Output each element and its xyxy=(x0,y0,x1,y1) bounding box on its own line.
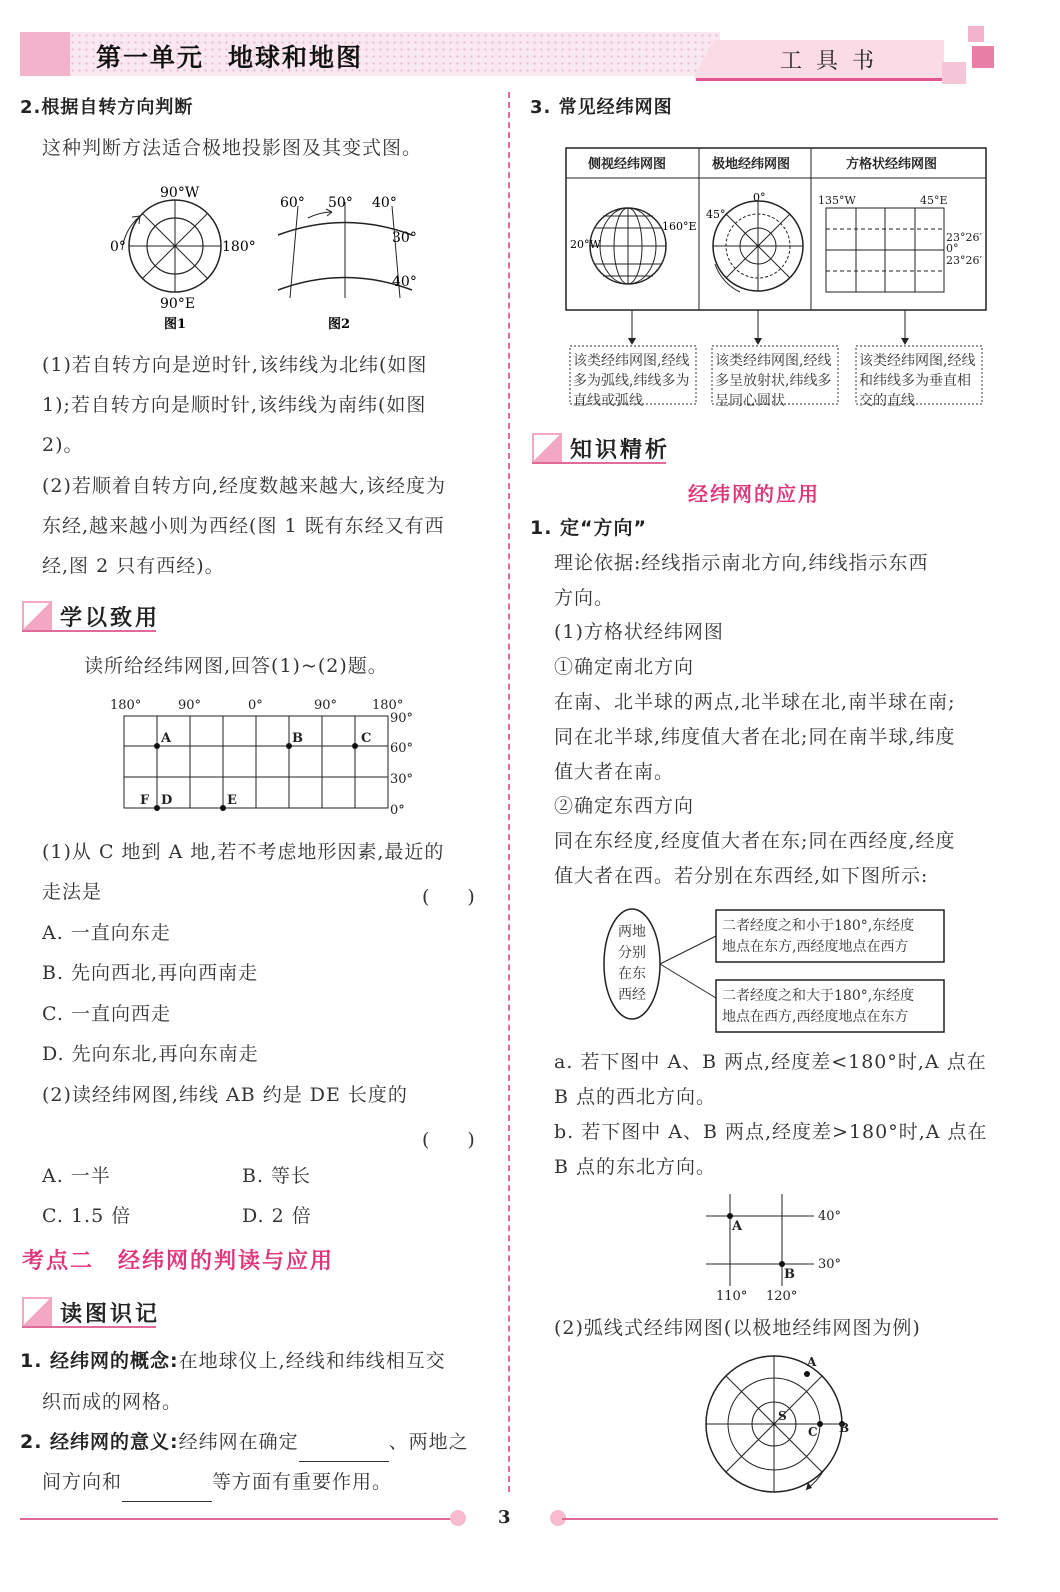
svg-text:图1: 图1 xyxy=(164,317,187,332)
paragraph: B 点的西北方向。 xyxy=(554,1086,717,1108)
svg-text:S: S xyxy=(778,1409,787,1423)
svg-text:23°26′: 23°26′ xyxy=(946,254,982,267)
section-tag-xue: 学以致用 xyxy=(22,598,160,634)
question-1: (1)从 C 地到 A 地,若不考虑地形因素,最近的 xyxy=(42,841,445,863)
svg-text:极地经纬网图: 极地经纬网图 xyxy=(712,157,791,172)
option[interactable]: B. 先向西北,再向西南走 xyxy=(42,962,259,984)
book-label: 工具书 xyxy=(780,49,889,74)
option[interactable]: D. 2 倍 xyxy=(242,1205,312,1227)
svg-text:50°: 50° xyxy=(328,195,353,211)
unit-title: 第一单元 地球和地图 xyxy=(96,43,364,72)
rule-box-2: 二者经度之和大于180°,东经度 地点在西方,西经度地点在东方 xyxy=(722,988,915,1025)
paragraph: 这种判断方法适合极地投影图及其变式图。 xyxy=(42,137,423,159)
decor-square xyxy=(942,62,966,84)
ab-grid-figure xyxy=(700,1190,860,1304)
section-heading: 3. 常见经纬网图 xyxy=(530,97,673,118)
oval-label: 两地 分别 在东 西经 xyxy=(618,924,646,1003)
svg-text:F: F xyxy=(140,793,150,808)
svg-text:B: B xyxy=(292,731,303,746)
paragraph: b. 若下图中 A、B 两点,经度差>180°时,A 点在 xyxy=(554,1121,988,1143)
svg-text:90°W: 90°W xyxy=(160,185,200,201)
section-tag-icon xyxy=(532,433,562,463)
paragraph: (1)方格状经纬网图 xyxy=(554,621,724,643)
section-tag-line xyxy=(22,630,156,632)
svg-text:120°: 120° xyxy=(766,1289,798,1304)
answer-blank[interactable]: ( ) xyxy=(422,886,475,908)
svg-text:E: E xyxy=(227,793,237,808)
decor-square xyxy=(968,26,984,42)
svg-text:B: B xyxy=(784,1267,795,1282)
paragraph: (2)弧线式经纬网图(以极地经纬网图为例) xyxy=(554,1317,921,1339)
svg-text:A: A xyxy=(807,1355,817,1369)
latlon-grid-figure xyxy=(106,690,426,820)
footer-line xyxy=(562,1518,998,1520)
paragraph: 经,图 2 只有西经)。 xyxy=(42,555,225,577)
svg-text:B: B xyxy=(839,1421,850,1435)
svg-text:110°: 110° xyxy=(716,1289,748,1304)
svg-text:90°: 90° xyxy=(314,698,338,713)
note-box: 该类经纬网图,经线多呈放射状,纬线多呈同心圆状 xyxy=(715,353,832,409)
svg-text:40°: 40° xyxy=(372,195,397,211)
concept-1: 1. 经纬网的概念:在地球仪上,经线和纬线相互交 xyxy=(20,1350,446,1372)
svg-text:40°: 40° xyxy=(392,274,417,290)
paragraph: 同在东经度,经度值大者在东;同在西经度,经度 xyxy=(554,830,956,852)
header-accent-block xyxy=(20,32,70,76)
answer-blank[interactable]: ( ) xyxy=(422,1129,475,1151)
option[interactable]: D. 先向东北,再向东南走 xyxy=(42,1043,259,1065)
section-tag-line xyxy=(532,462,666,464)
question-2: (2)读经纬网图,纬线 AB 约是 DE 长度的 xyxy=(42,1084,408,1106)
paragraph: 值大者在南。 xyxy=(554,761,675,783)
svg-text:0°: 0° xyxy=(110,239,126,255)
concept-1-cont: 织而成的网格。 xyxy=(42,1391,183,1413)
svg-text:135°W: 135°W xyxy=(818,194,856,207)
svg-text:0°: 0° xyxy=(753,191,766,204)
option[interactable]: A. 一半 xyxy=(42,1165,111,1187)
header-underline xyxy=(696,78,944,81)
paragraph: a. 若下图中 A、B 两点,经度差<180°时,A 点在 xyxy=(554,1051,987,1073)
paragraph: 方向。 xyxy=(554,587,615,609)
svg-text:0°: 0° xyxy=(946,242,959,255)
paragraph: ②确定东西方向 xyxy=(554,795,695,817)
svg-text:45°E: 45°E xyxy=(920,194,948,207)
svg-text:45°: 45° xyxy=(706,208,726,221)
svg-text:23°26′: 23°26′ xyxy=(946,231,982,244)
paragraph: (2)若顺着自转方向,经度数越来越大,该经度为 xyxy=(42,475,446,497)
option[interactable]: A. 一直向东走 xyxy=(42,922,171,944)
paragraph: ①确定南北方向 xyxy=(554,656,695,678)
section-tag-line xyxy=(22,1326,156,1328)
svg-text:60°: 60° xyxy=(390,741,414,756)
paragraph: 1);若自转方向是顺时针,该纬线为南纬(如图 xyxy=(42,394,427,416)
question-intro: 读所给经纬网图,回答(1)~(2)题。 xyxy=(84,655,388,677)
svg-text:A: A xyxy=(161,731,172,746)
svg-text:A: A xyxy=(732,1219,743,1234)
footer-dot xyxy=(450,1510,466,1526)
column-divider xyxy=(508,92,510,1492)
note-box: 该类经纬网图,经线多为弧线,纬线多为直线或弧线 xyxy=(573,353,690,409)
svg-text:方格状经纬网图: 方格状经纬网图 xyxy=(846,157,938,172)
option[interactable]: B. 等长 xyxy=(242,1165,312,1187)
concept-2: 2. 经纬网的意义:经纬网在确定 、两地之 xyxy=(20,1422,469,1462)
svg-text:90°: 90° xyxy=(390,711,414,726)
svg-text:0°: 0° xyxy=(390,803,405,818)
svg-text:图2: 图2 xyxy=(328,317,351,332)
svg-text:C: C xyxy=(361,731,372,746)
svg-text:C: C xyxy=(808,1425,818,1439)
option[interactable]: C. 1.5 倍 xyxy=(42,1205,132,1227)
paragraph: B 点的东北方向。 xyxy=(554,1156,717,1178)
fig2-arcs xyxy=(278,195,417,332)
note-box: 该类经纬网图,经线和纬线多为垂直相交的直线 xyxy=(859,353,976,409)
point-heading: 1. 定“方向” xyxy=(530,517,648,539)
svg-text:90°E: 90°E xyxy=(160,296,196,312)
page-number: 3 xyxy=(498,1507,511,1528)
section-tag-zhi: 知识精析 xyxy=(532,430,670,466)
svg-text:90°: 90° xyxy=(178,698,202,713)
svg-text:30°: 30° xyxy=(818,1257,842,1272)
option[interactable]: C. 一直向西走 xyxy=(42,1003,171,1025)
svg-text:180°: 180° xyxy=(372,698,404,713)
section-tag-icon xyxy=(22,601,52,631)
kaodian-heading: 考点二 经纬网的判读与应用 xyxy=(22,1249,335,1274)
paragraph: (1)若自转方向是逆时针,该纬线为北纬(如图 xyxy=(42,354,428,376)
svg-text:0°: 0° xyxy=(248,698,263,713)
paragraph: 在南、北半球的两点,北半球在北,南半球在南; xyxy=(554,691,956,713)
section-heading: 2.根据自转方向判断 xyxy=(20,97,194,118)
concept-2-cont: 间方向和 等方面有重要作用。 xyxy=(42,1462,392,1502)
fill-blank[interactable] xyxy=(299,1440,389,1462)
svg-text:30°: 30° xyxy=(392,230,417,246)
decor-square xyxy=(972,46,994,68)
section-tag-du: 读图识记 xyxy=(22,1294,160,1330)
question-1: 走法是 xyxy=(42,881,103,903)
polar-arc-figure xyxy=(694,1350,864,1510)
paragraph: 2)。 xyxy=(42,434,84,456)
paragraph: 东经,越来越小则为西经(图 1 既有东经又有西 xyxy=(42,515,445,537)
svg-text:侧视经纬网图: 侧视经纬网图 xyxy=(588,157,667,172)
svg-text:60°: 60° xyxy=(280,195,305,211)
paragraph: 值大者在西。若分别在东西经,如下图所示: xyxy=(554,865,929,887)
section-tag-icon xyxy=(22,1297,52,1327)
footer-line xyxy=(20,1518,460,1520)
rule-box-1: 二者经度之和小于180°,东经度 地点在东方,西经度地点在西方 xyxy=(722,918,915,955)
svg-text:30°: 30° xyxy=(390,772,414,787)
svg-text:160°E: 160°E xyxy=(662,220,697,233)
svg-text:40°: 40° xyxy=(818,1209,842,1224)
paragraph: 同在北半球,纬度值大者在北;同在南半球,纬度 xyxy=(554,726,956,748)
fill-blank[interactable] xyxy=(122,1480,212,1502)
svg-text:20°W: 20°W xyxy=(570,238,601,251)
subsection-title: 经纬网的应用 xyxy=(688,482,820,506)
rotation-figures xyxy=(100,180,440,340)
paragraph: 理论依据:经线指示南北方向,纬线指示东西 xyxy=(554,552,929,574)
svg-text:180°: 180° xyxy=(222,239,256,255)
svg-text:D: D xyxy=(161,793,173,808)
fig1-polar xyxy=(110,185,256,332)
svg-text:180°: 180° xyxy=(110,698,142,713)
